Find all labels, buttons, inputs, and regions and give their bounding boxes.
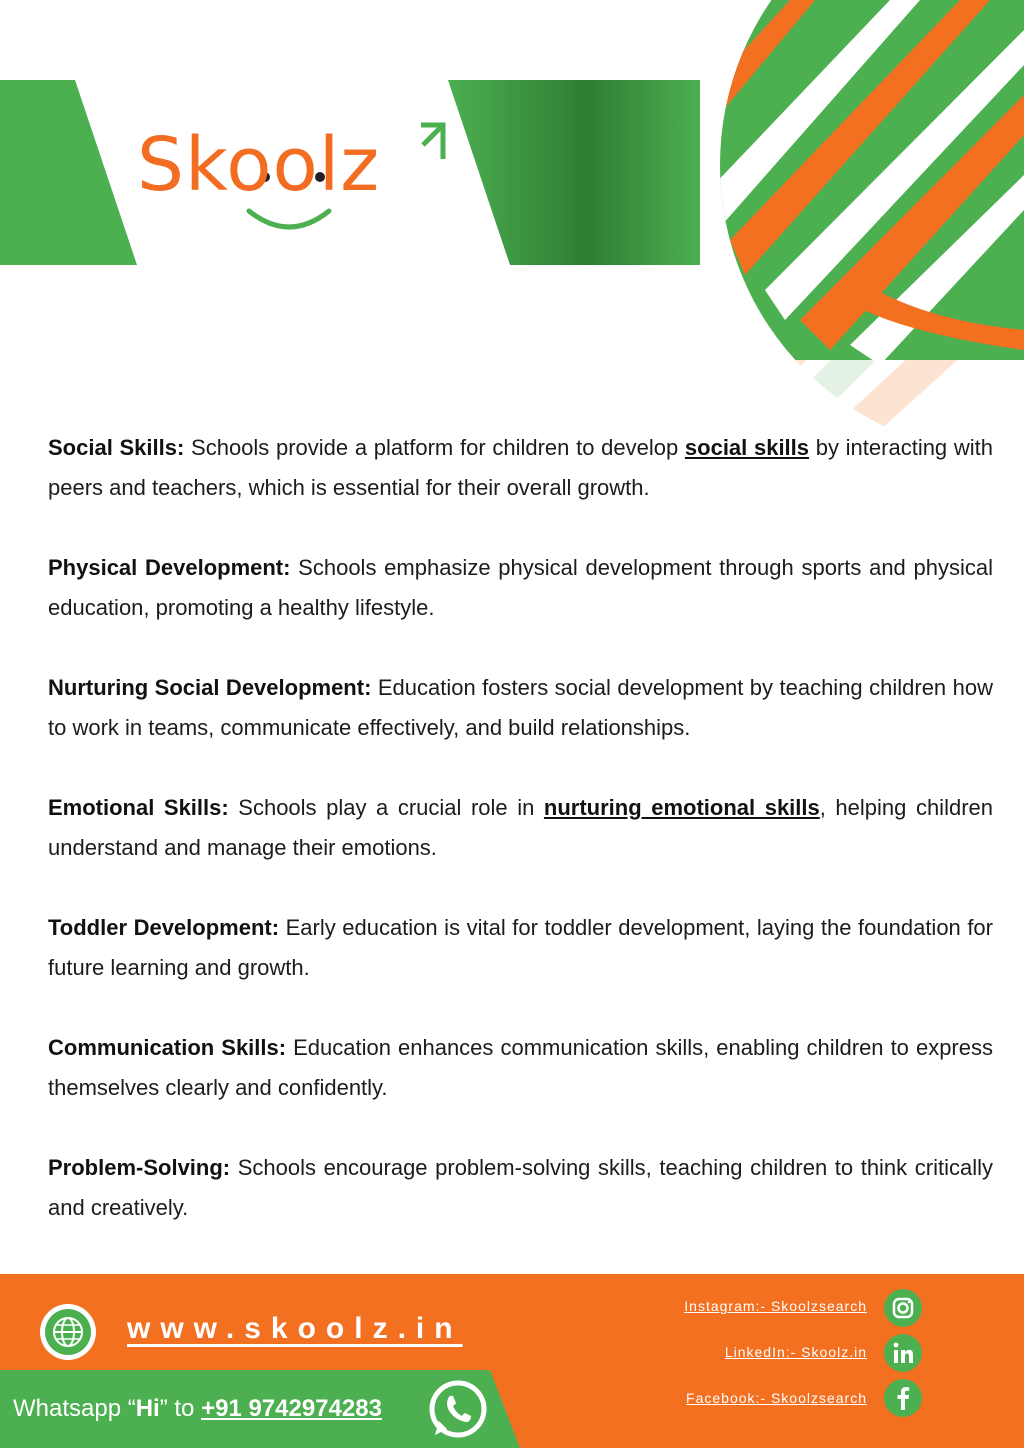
section-heading: Toddler Development:	[48, 915, 280, 940]
section-link[interactable]: nurturing emotional skills	[543, 795, 820, 820]
instagram-link[interactable]: Instagram:- Skoolzsearch	[684, 1298, 867, 1314]
section-text: Schools play a crucial role in	[228, 795, 544, 820]
section-text: Schools encourage problem-solving skills, teaching children to think critically and creatively.	[48, 1155, 993, 1220]
section-text: Education enhances communication skills, enabling children to express themselves clearly and confidently.	[48, 1035, 993, 1100]
globe-icon	[40, 1304, 96, 1360]
section-text: by interacting with peers and teachers, which is essential for their overall growth.	[48, 435, 993, 500]
section-paragraph	[48, 788, 993, 868]
section-heading: Problem-Solving:	[48, 1155, 231, 1180]
center-green-band	[448, 80, 700, 265]
section-paragraph	[48, 668, 993, 748]
facebook-icon[interactable]	[884, 1379, 922, 1417]
logo-wordmark: Skoolz	[137, 122, 381, 208]
instagram-icon[interactable]	[884, 1289, 922, 1327]
left-green-shape	[0, 80, 137, 265]
section-paragraph	[48, 908, 993, 988]
section-heading: Nurturing Social Development:	[48, 675, 372, 700]
whatsapp-line: Whatsapp “Hi” to +91 9742974283	[13, 1395, 382, 1422]
linkedin-link[interactable]: LinkedIn:- Skoolz.in	[724, 1344, 867, 1360]
section-text: Early education is vital for toddler development, laying the foundation for future learning and growth.	[48, 915, 993, 980]
linkedin-icon[interactable]	[884, 1334, 922, 1372]
section-text: Schools emphasize physical development through sports and physical education, promoting a healthy lifestyle.	[48, 555, 993, 620]
section-link[interactable]: social skills	[684, 435, 810, 460]
section-paragraph	[48, 428, 993, 508]
circle-stripes	[680, 0, 1024, 365]
section-text: Schools provide a platform for children to develop	[184, 435, 685, 460]
section-heading: Communication Skills:	[48, 1035, 287, 1060]
section-paragraph	[48, 1148, 993, 1228]
skoolz-logo	[137, 122, 457, 235]
footer	[0, 1274, 1024, 1448]
whatsapp-icon[interactable]	[425, 1377, 491, 1443]
section-paragraph	[48, 548, 993, 628]
section-text: , helping children understand and manage their emotions.	[48, 795, 993, 860]
section-paragraph	[48, 1028, 993, 1108]
whatsapp-number-link[interactable]: +91 9742974283	[201, 1395, 382, 1422]
section-heading: Social Skills:	[48, 435, 185, 460]
website-link[interactable]: www.skoolz.in	[127, 1312, 463, 1345]
section-heading: Emotional Skills:	[48, 795, 229, 820]
article-body	[48, 428, 993, 1268]
facebook-link[interactable]: Facebook:- Skoolzsearch	[686, 1390, 867, 1406]
section-heading: Physical Development:	[48, 555, 291, 580]
section-text: Education fosters social development by teaching children how to work in teams, communicate effectively, and build relationships.	[48, 675, 993, 740]
